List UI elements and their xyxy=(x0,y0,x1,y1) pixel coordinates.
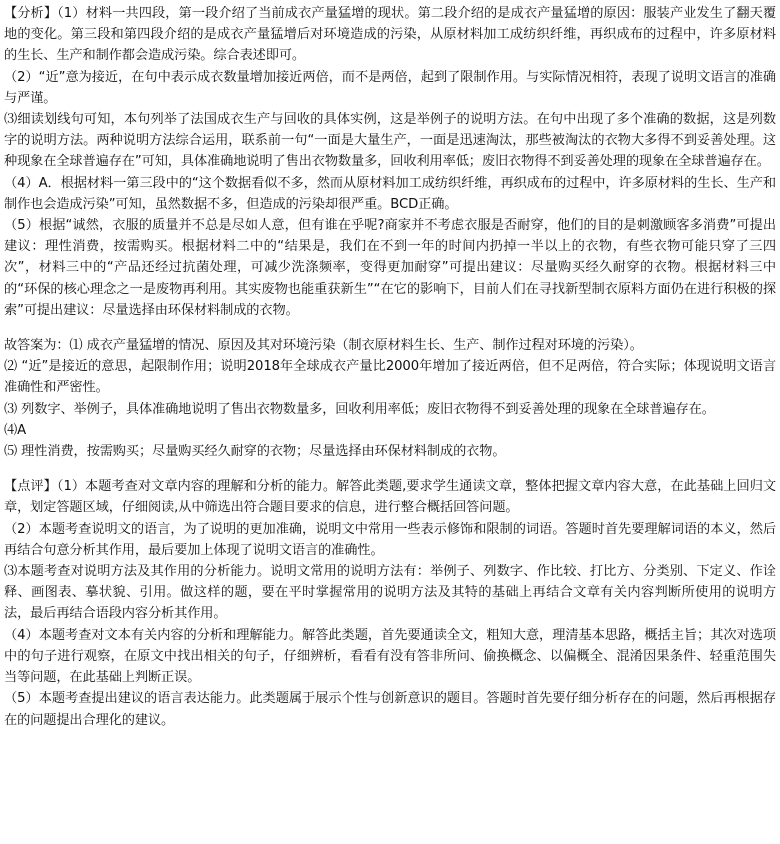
answer-line-3: ⑶ 列数字、举例子，具体准确地说明了售出衣物数量多，回收利用率低；废旧衣物得不到妥善处理的现象在全球普遍存在。 xyxy=(4,401,715,417)
analysis-section xyxy=(4,3,776,321)
comment-paragraph-3: ⑶本题考查对说明方法及其作用的分析能力。说明文常用的说明方法有：举例子、列数字、作比较、打比方、分类别、下定义、作诠释、画图表、摹状貌、引用。做这样的题，要在平时掌握常用的说明方法及其特的基础上再结合文章有关内容判断所使用的说明方法，最后再结合语段内容分析其作用。 xyxy=(4,564,776,622)
comment-section xyxy=(4,476,776,730)
analysis-paragraph-4: （4）A．根据材料一第三段中的“这个数据看似不多，然而从原材料加工成纺织纤维，再织成布的过程中，许多原材料的生长、生产和制作也会造成污染”可知，虽然数据不多，但造成的污染却很严重。BCD正确。 xyxy=(4,175,776,212)
comment-paragraph-2: （2）本题考查说明文的语言，为了说明的更加准确，说明文中常用一些表示修饰和限制的词语。答题时首先要理解词语的本义，然后再结合句意分析其作用，最后要加上体现了说明文语言的准确性。 xyxy=(4,521,776,558)
answer-section xyxy=(4,335,776,462)
answer-line-4: ⑷A xyxy=(4,422,27,438)
answer-line-5: ⑸ 理性消费，按需购买；尽量购买经久耐穿的衣物；尽量选择由环保材料制成的衣物。 xyxy=(4,444,506,460)
answer-line-1: 故答案为：⑴ 成衣产量猛增的情况、原因及其对环境污染（制衣原材料生长、生产、制作过程对环境的污染）。 xyxy=(4,338,643,354)
analysis-paragraph-3: ⑶细读划线句可知，本句列举了法国成衣生产与回收的具体实例，这是举例子的说明方法。在句中出现了多个准确的数据，这是列数字的说明方法。两种说明方法综合运用，联系前一句“一面是大量生产，一面是迅速淘汰，那些被淘汰的衣物大多得不到妥善处理。这种现象在全球普遍存在”可知，具体准确地说明了售出衣物数量多，回收利用率低；废旧衣物得不到妥善处理的现象在全球普遍存在。 xyxy=(4,112,776,170)
analysis-paragraph-overview: 【分析】（1）材料一共四段，第一段介绍了当前成衣产量猛增的现状。第二段介绍的是成衣产量猛增的原因：服装产业发生了翻天覆地的变化。第三段和第四段介绍的是成衣产量猛增后对环境造成的污染，从原材料加工成纺织纤维，再织成布的过程中，许多原材料的生长、生产和制作都会造成污染。综合表述即可。 xyxy=(4,6,776,64)
analysis-paragraph-5: （5）根据“诚然，衣服的质量并不总是尽如人意，但有谁在乎呢?商家并不考虑衣服是否耐穿，他们的目的是刺激顾客多消费”可提出建议：理性消费，按需购买。根据材料二中的“结果是，我们在不到一年的时间内扔掉一半以上的衣物，有些衣物可能只穿了三四次”，材料三中的“产品还经过抗菌处理，可减少洗涤频率，变得更加耐穿”可提出建议：尽量购买经久耐穿的衣物。根据材料三中的“环保的核心理念之一是废物再利用。其实废物也能重获新生”“在它的影响下，目前人们在寻找新型制衣原料方面仍在进行积极的探索”可提出建议：尽量选择由环保材料制成的衣物。 xyxy=(4,218,776,318)
analysis-paragraph-2: （2）“近”意为接近，在句中表示成衣数量增加接近两倍，而不是两倍，起到了限制作用。与实际情况相符，表现了说明文语言的准确与严谨。 xyxy=(4,69,776,106)
comment-paragraph-4: （4）本题考查对文本有关内容的分析和理解能力。解答此类题，首先要通读全文，粗知大意，理清基本思路，概括主旨；其次对选项中的句子进行观察，在原文中找出相关的句子，仔细辨析，看看有没有答非所问、偷换概念、以偏概全、混淆因果条件、轻重范围失当等问题，在此基础上判断正误。 xyxy=(4,627,776,686)
comment-paragraph-5: （5）本题考查提出建议的语言表达能力。此类题属于展示个性与创新意识的题目。答题时首先要仔细分析存在的问题，然后再根据存在的问题提出合理化的建议。 xyxy=(4,691,776,728)
answer-line-2: ⑵ “近”是接近的意思，起限制作用；说明2018年全球成衣产量比2000年增加了接近两倍，但不足两倍，符合实际；体现说明文语言准确性和严密性。 xyxy=(4,359,776,396)
comment-paragraph-1: 【点评】（1）本题考查对文章内容的理解和分析的能力。解答此类题,要求学生通读文章，整体把握文章内容大意，在此基础上回归文章，划定答题区域，仔细阅读,从中筛选出符合题目要求的信息，进行整合概括回答问题。 xyxy=(4,479,776,516)
